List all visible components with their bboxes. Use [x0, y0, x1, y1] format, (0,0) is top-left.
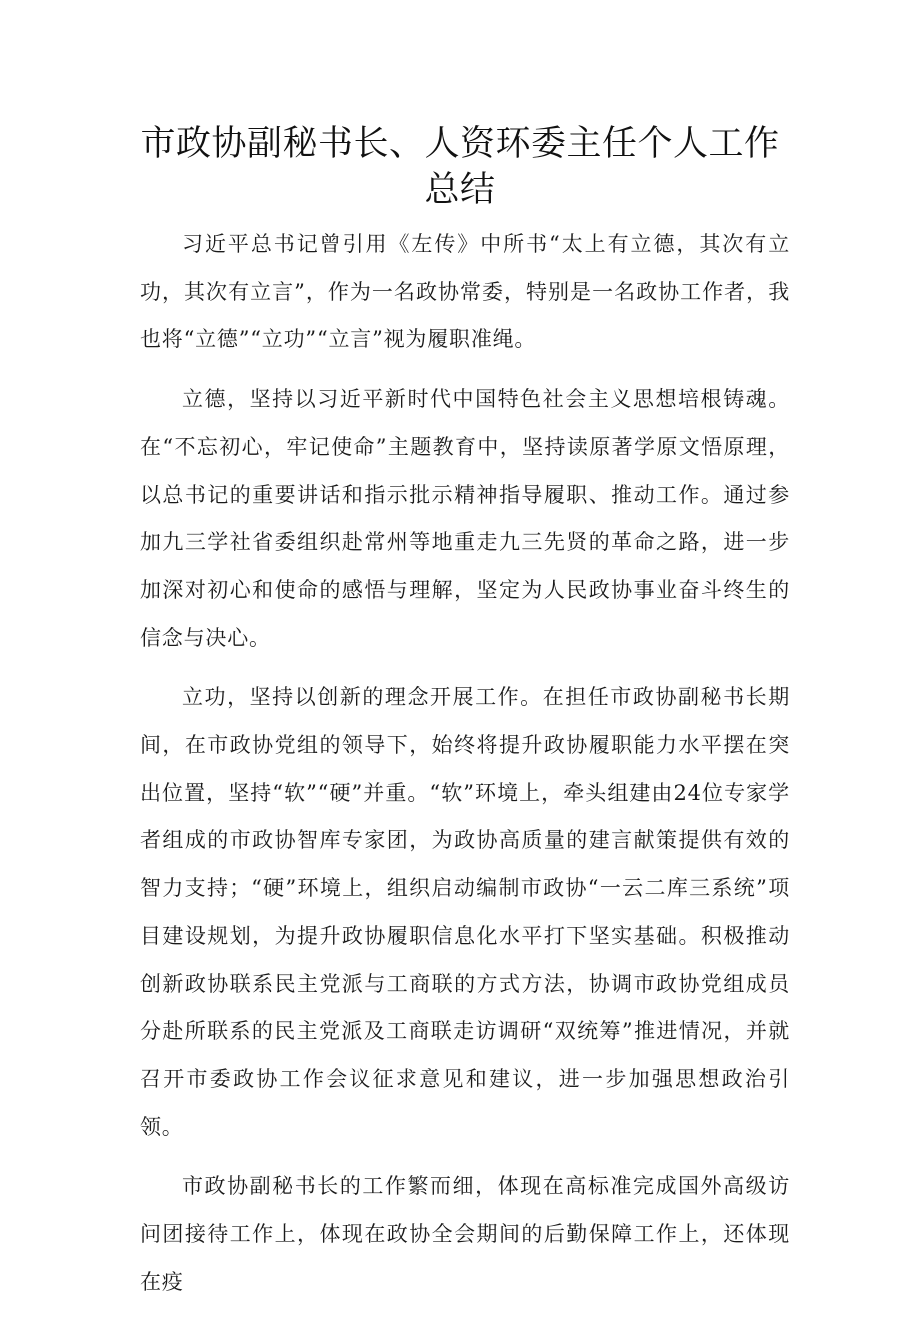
paragraph-intro: 习近平总书记曾引用《左传》中所书“太上有立德，其次有立功，其次有立言”，作为一名政协常委，特别是一名政协工作者，我也将“立德”“立功”“立言”视为履职准绳。: [140, 232, 790, 352]
paragraph-ligong: 立功，坚持以创新的理念开展工作。在担任市政协副秘书长期间，在市政协党组的领导下，始终将提升政协履职能力水平摆在突出位置，坚持“软”“硬”并重。“软”环境上，牵头组建由24位专家学者组成的市政协智库专家团，为政协高质量的建言献策提供有效的智力支持；“硬”环境上，组织启动编制市政协“一云二库三系统”项目建设规划，为提升政协履职信息化水平打下坚实基础。积极推动创新政协联系民主党派与工商联的方式方法，协调市政协党组成员分赴所联系的民主党派及工商联走访调研“双统筹”推进情况，并就召开市委政协工作会议征求意见和建议，进一步加强思想政治引领。: [140, 685, 790, 1139]
document-body: [140, 221, 790, 1318]
paragraph-work-details: 市政协副秘书长的工作繁而细，体现在高标准完成国外高级访问团接待工作上，体现在政协全会期间的后勤保障工作上，还体现在疫: [140, 1174, 790, 1294]
paragraph-lide: 立德，坚持以习近平新时代中国特色社会主义思想培根铸魂。在“不忘初心，牢记使命”主题教育中，坚持读原著学原文悟原理，以总书记的重要讲话和指示批示精神指导履职、推动工作。通过参加九三学社省委组织赴常州等地重走九三先贤的革命之路，进一步加深对初心和使命的感悟与理解，坚定为人民政协事业奋斗终生的信念与决心。: [140, 387, 790, 650]
document-title-line-2: 总结: [424, 170, 496, 210]
document-title-line-1: 市政协副秘书长、人资环委主任个人工作: [140, 124, 780, 164]
